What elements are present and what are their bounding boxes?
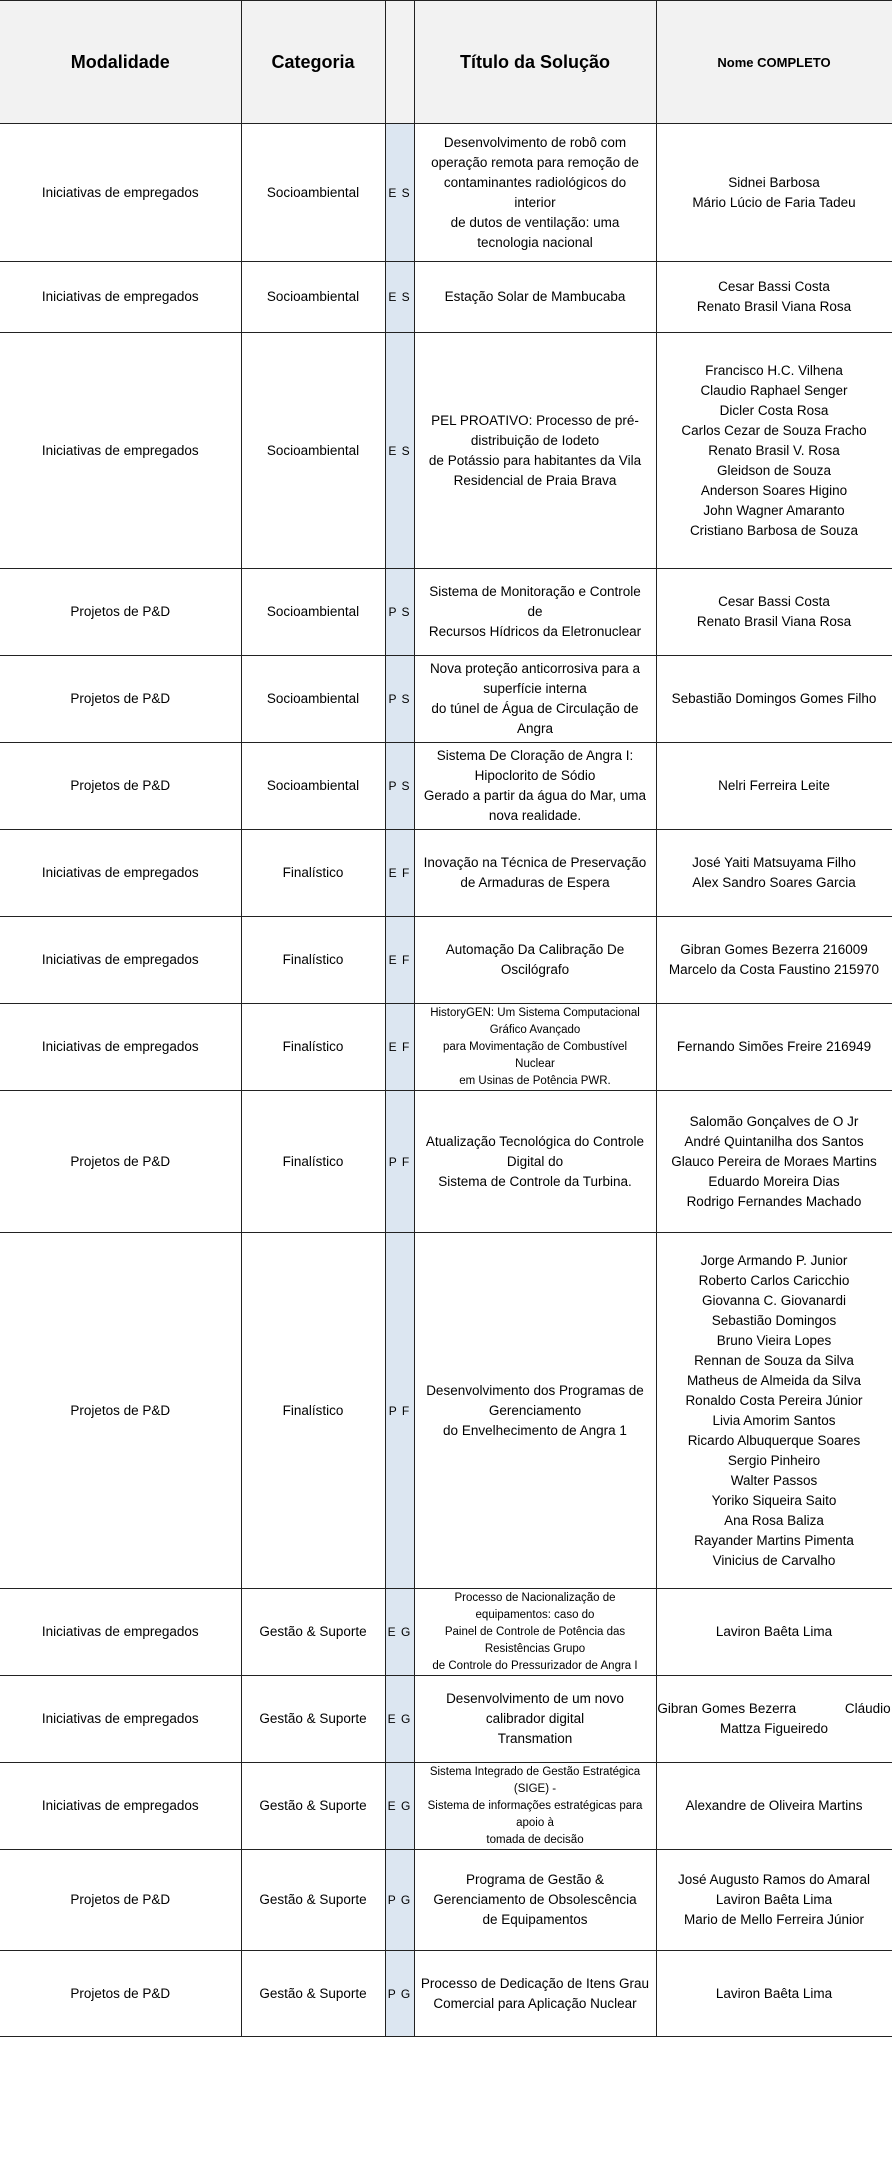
- titulo-line: Oscilógrafo: [500, 962, 570, 977]
- titulo-line: Nuclear: [515, 1057, 555, 1070]
- titulo-line: de Controle do Pressurizador de Angra I: [432, 1659, 638, 1672]
- cell-categoria: Finalístico: [241, 830, 385, 917]
- table-row: [0, 569, 892, 656]
- cell-code: E S: [385, 333, 414, 569]
- titulo-line: Nova proteção anticorrosiva para a: [429, 661, 641, 676]
- titulo-line: Estação Solar de Mambucaba: [444, 289, 626, 304]
- nome-line: Roberto Carlos Caricchio: [698, 1272, 850, 1288]
- cell-nomes: [656, 569, 892, 656]
- cell-modalidade: Projetos de P&D: [0, 1850, 241, 1951]
- nome-line: Ana Rosa Baliza: [724, 1512, 824, 1528]
- nome-line: Laviron Baêta Lima: [715, 1985, 833, 2001]
- cell-titulo: [414, 743, 656, 830]
- nome-line: Vinicius de Carvalho: [712, 1552, 836, 1568]
- titulo-line: Digital do: [506, 1153, 564, 1169]
- titulo-line: de Armaduras de Espera: [460, 875, 610, 890]
- nome-line: Matheus de Almeida da Silva: [686, 1372, 862, 1388]
- table-row: [0, 1676, 892, 1763]
- cell-categoria: Finalístico: [241, 1233, 385, 1589]
- titulo-line: Recursos Hídricos da Eletronuclear: [428, 624, 642, 639]
- cell-titulo: [414, 830, 656, 917]
- nome-line: Cristiano Barbosa de Souza: [689, 522, 859, 538]
- cell-code: P F: [385, 1091, 414, 1233]
- cell-modalidade: Projetos de P&D: [0, 569, 241, 656]
- cell-modalidade: Projetos de P&D: [0, 656, 241, 743]
- titulo-line: Processo de Dedicação de Itens Grau: [420, 1975, 650, 1991]
- titulo-line: Sistema De Cloração de Angra I:: [436, 748, 634, 763]
- titulo-line: Inovação na Técnica de Preservação: [423, 855, 647, 870]
- cell-categoria: Gestão & Suporte: [241, 1676, 385, 1763]
- table-row: [0, 1233, 892, 1589]
- titulo-line: distribuição de Iodeto: [470, 432, 600, 448]
- titulo-line: Hipoclorito de Sódio: [474, 768, 596, 783]
- nome-line: John Wagner Amaranto: [703, 502, 845, 518]
- cell-nomes: [656, 124, 892, 262]
- titulo-line: de Equipamentos: [482, 1912, 588, 1927]
- nome-line: Anderson Soares Higino: [700, 482, 848, 498]
- cell-categoria: Finalístico: [241, 1004, 385, 1091]
- cell-nomes: [656, 1763, 892, 1850]
- cell-titulo: [414, 917, 656, 1004]
- titulo-line: tecnologia nacional: [477, 234, 593, 250]
- cell-titulo: [414, 656, 656, 743]
- table-row: [0, 1850, 892, 1951]
- nome-line: Francisco H.C. Vilhena: [705, 362, 843, 378]
- titulo-line: Sistema Integrado de Gestão Estratégica: [429, 1765, 641, 1778]
- cell-categoria: Gestão & Suporte: [241, 1951, 385, 2037]
- titulo-line: Resistências Grupo: [484, 1642, 586, 1655]
- cell-code: E F: [385, 917, 414, 1004]
- titulo-line: do Envelhecimento de Angra 1: [443, 1422, 627, 1438]
- titulo-line: (SIGE) -: [513, 1782, 557, 1795]
- cell-titulo: [414, 262, 656, 333]
- titulo-line: Programa de Gestão &: [465, 1872, 605, 1887]
- cell-modalidade: Iniciativas de empregados: [0, 1676, 241, 1763]
- titulo-line: tomada de decisão: [486, 1833, 584, 1846]
- titulo-line: Comercial para Aplicação Nuclear: [433, 1995, 637, 2011]
- titulo-line: Sistema de informações estratégicas para: [427, 1799, 643, 1812]
- titulo-line: equipamentos: caso do: [475, 1608, 595, 1621]
- titulo-line: PEL PROATIVO: Processo de pré-: [431, 412, 639, 428]
- titulo-line: Desenvolvimento dos Programas de: [426, 1382, 644, 1398]
- titulo-line: do túnel de Água de Circulação de: [431, 701, 639, 716]
- cell-titulo: [414, 1091, 656, 1233]
- nome-line: Gleidson de Souza: [716, 462, 832, 478]
- cell-modalidade: Iniciativas de empregados: [0, 333, 241, 569]
- cell-nomes: [656, 917, 892, 1004]
- table-row: [0, 656, 892, 743]
- nome-line: Claudio Raphael Senger: [700, 382, 848, 398]
- nome-line: Cesar Bassi Costa: [718, 594, 830, 609]
- titulo-line: Angra: [516, 721, 554, 736]
- cell-nomes: [656, 333, 892, 569]
- cell-modalidade: Iniciativas de empregados: [0, 917, 241, 1004]
- cell-categoria: Socioambiental: [241, 569, 385, 656]
- cell-nomes: [656, 656, 892, 743]
- titulo-line: Gráfico Avançado: [489, 1023, 581, 1036]
- cell-titulo: [414, 333, 656, 569]
- titulo-line: em Usinas de Potência PWR.: [459, 1074, 611, 1087]
- cell-titulo: [414, 569, 656, 656]
- nome-line: Rennan de Souza da Silva: [694, 1352, 854, 1368]
- cell-nomes: [656, 1676, 892, 1763]
- nome-line: Giovanna C. Giovanardi: [701, 1292, 847, 1308]
- titulo-line: Desenvolvimento de robô com: [443, 134, 627, 150]
- cell-titulo: [414, 1850, 656, 1951]
- cell-code: P S: [385, 743, 414, 830]
- nome-line: Walter Passos: [730, 1472, 818, 1488]
- cell-code: E G: [385, 1763, 414, 1850]
- cell-titulo: [414, 1233, 656, 1589]
- cell-titulo: [414, 124, 656, 262]
- nome-line: André Quintanilha dos Santos: [684, 1133, 864, 1149]
- nome-line: Gibran Gomes Bezerra 216009: [680, 942, 868, 957]
- cell-nomes: [656, 262, 892, 333]
- nome-line: Dicler Costa Rosa: [719, 402, 829, 418]
- cell-titulo: [414, 1763, 656, 1850]
- table-row: [0, 917, 892, 1004]
- cell-modalidade: Projetos de P&D: [0, 1091, 241, 1233]
- header-code: [385, 1, 414, 124]
- nome-line: Laviron Baêta Lima: [715, 1624, 833, 1639]
- titulo-line: Residencial de Praia Brava: [453, 472, 617, 488]
- cell-code: E F: [385, 830, 414, 917]
- cell-categoria: Finalístico: [241, 917, 385, 1004]
- cell-categoria: Socioambiental: [241, 124, 385, 262]
- nome-line: Mario de Mello Ferreira Júnior: [683, 1912, 865, 1927]
- titulo-line: HistoryGEN: Um Sistema Computacional: [430, 1006, 640, 1019]
- cell-code: E G: [385, 1676, 414, 1763]
- nome-line: Ronaldo Costa Pereira Júnior: [685, 1392, 863, 1408]
- header-row: [0, 1, 892, 124]
- titulo-line: Automação Da Calibração De: [445, 942, 625, 957]
- cell-titulo: [414, 1589, 656, 1676]
- nome-line: Renato Brasil Viana Rosa: [696, 299, 852, 314]
- nome-line: Fernando Simões Freire 216949: [676, 1039, 872, 1054]
- nome-line: Sergio Pinheiro: [727, 1452, 821, 1468]
- cell-code: E S: [385, 124, 414, 262]
- cell-categoria: Socioambiental: [241, 333, 385, 569]
- cell-categoria: Gestão & Suporte: [241, 1850, 385, 1951]
- nome-line: Yoriko Siqueira Saito: [711, 1492, 837, 1508]
- cell-code: P G: [385, 1951, 414, 2037]
- titulo-line: de: [527, 604, 543, 619]
- table-row: [0, 333, 892, 569]
- cell-modalidade: Iniciativas de empregados: [0, 830, 241, 917]
- titulo-line: Gerenciamento: [488, 1402, 582, 1418]
- titulo-line: Atualização Tecnológica do Controle: [425, 1133, 645, 1149]
- titulo-line: de dutos de ventilação: uma: [450, 214, 620, 230]
- cell-modalidade: Iniciativas de empregados: [0, 262, 241, 333]
- cell-code: E S: [385, 262, 414, 333]
- cell-modalidade: Iniciativas de empregados: [0, 1763, 241, 1850]
- titulo-line: para Movimentação de Combustível: [442, 1040, 628, 1053]
- nome-line: Sebastião Domingos Gomes Filho: [671, 691, 877, 706]
- titulo-line: Gerado a partir da água do Mar, uma: [423, 788, 647, 803]
- cell-modalidade: Projetos de P&D: [0, 1951, 241, 2037]
- nome-line: Rodrigo Fernandes Machado: [686, 1193, 862, 1209]
- titulo-line: nova realidade.: [488, 808, 582, 823]
- cell-titulo: [414, 1951, 656, 2037]
- cell-categoria: Gestão & Suporte: [241, 1589, 385, 1676]
- titulo-line: interior: [514, 194, 556, 210]
- nome-line: Gibran Gomes Bezerra Cláudio: [657, 1701, 891, 1716]
- titulo-line: Sistema de Monitoração e Controle: [429, 584, 641, 599]
- nome-line: Cesar Bassi Costa: [718, 279, 830, 294]
- nome-line: Renato Brasil V. Rosa: [708, 442, 840, 458]
- cell-nomes: [656, 830, 892, 917]
- cell-titulo: [414, 1004, 656, 1091]
- nome-line: Ricardo Albuquerque Soares: [687, 1432, 861, 1448]
- nome-line: José Yaiti Matsuyama Filho: [692, 855, 856, 870]
- nome-line: Salomão Gonçalves de O Jr: [689, 1113, 859, 1129]
- nome-line: Bruno Vieira Lopes: [716, 1332, 832, 1348]
- nome-line: Livia Amorim Santos: [712, 1412, 836, 1428]
- nome-line: Glauco Pereira de Moraes Martins: [671, 1153, 877, 1169]
- header-nome: Nome COMPLETO: [656, 1, 892, 124]
- cell-categoria: Gestão & Suporte: [241, 1763, 385, 1850]
- nome-line: Marcelo da Costa Faustino 215970: [668, 962, 880, 977]
- titulo-line: apoio à: [516, 1816, 554, 1829]
- nome-line: Eduardo Moreira Dias: [708, 1173, 840, 1189]
- titulo-line: operação remota para remoção de: [431, 154, 639, 170]
- cell-categoria: Socioambiental: [241, 743, 385, 830]
- cell-categoria: Finalístico: [241, 1091, 385, 1233]
- cell-modalidade: Iniciativas de empregados: [0, 1589, 241, 1676]
- cell-modalidade: Iniciativas de empregados: [0, 124, 241, 262]
- cell-nomes: [656, 1091, 892, 1233]
- header-modalidade: Modalidade: [0, 1, 241, 124]
- cell-code: E F: [385, 1004, 414, 1091]
- cell-code: P S: [385, 656, 414, 743]
- cell-nomes: [656, 1850, 892, 1951]
- cell-code: P F: [385, 1233, 414, 1589]
- titulo-line: superfície interna: [483, 681, 587, 696]
- nome-line: Sidnei Barbosa: [728, 174, 820, 190]
- table-row: [0, 124, 892, 262]
- table-row: [0, 1763, 892, 1850]
- table-row: [0, 1004, 892, 1091]
- nome-line: Nelri Ferreira Leite: [718, 778, 830, 793]
- header-categoria: Categoria: [241, 1, 385, 124]
- nome-line: Laviron Baêta Lima: [715, 1892, 833, 1907]
- titulo-line: Desenvolvimento de um novo: [446, 1691, 624, 1706]
- table-row: [0, 830, 892, 917]
- nome-line: Jorge Armando P. Junior: [700, 1252, 848, 1268]
- table-row: [0, 743, 892, 830]
- nome-line: Sebastião Domingos: [711, 1312, 837, 1328]
- titulo-line: contaminantes radiológicos do: [443, 174, 627, 190]
- nome-line: Mário Lúcio de Faria Tadeu: [692, 194, 856, 210]
- cell-categoria: Socioambiental: [241, 262, 385, 333]
- cell-nomes: [656, 743, 892, 830]
- titulo-line: calibrador digital: [485, 1711, 585, 1726]
- titulo-line: Processo de Nacionalização de: [454, 1591, 616, 1604]
- titulo-line: de Potássio para habitantes da Vila: [428, 452, 642, 468]
- table-row: [0, 1951, 892, 2037]
- cell-nomes: [656, 1233, 892, 1589]
- cell-modalidade: Projetos de P&D: [0, 743, 241, 830]
- cell-nomes: [656, 1589, 892, 1676]
- titulo-line: Gerenciamento de Obsolescência: [433, 1892, 637, 1907]
- cell-modalidade: Projetos de P&D: [0, 1233, 241, 1589]
- table-row: [0, 1589, 892, 1676]
- cell-titulo: [414, 1676, 656, 1763]
- nome-line: José Augusto Ramos do Amaral: [677, 1872, 871, 1887]
- table-row: [0, 1091, 892, 1233]
- titulo-line: Sistema de Controle da Turbina.: [438, 1173, 632, 1189]
- cell-nomes: [656, 1004, 892, 1091]
- nome-line: Alexandre de Oliveira Martins: [685, 1798, 863, 1813]
- nome-line: Mattza Figueiredo: [719, 1721, 829, 1736]
- cell-nomes: [656, 1951, 892, 2037]
- header-titulo: Título da Solução: [414, 1, 656, 124]
- nome-line: Carlos Cezar de Souza Fracho: [681, 422, 867, 438]
- titulo-line: Transmation: [497, 1731, 573, 1746]
- cell-code: P G: [385, 1850, 414, 1951]
- nome-line: Renato Brasil Viana Rosa: [696, 614, 852, 629]
- cell-code: E G: [385, 1589, 414, 1676]
- nome-line: Alex Sandro Soares Garcia: [692, 875, 856, 890]
- table-body: [0, 124, 892, 2037]
- table-row: [0, 262, 892, 333]
- cell-code: P S: [385, 569, 414, 656]
- cell-categoria: Socioambiental: [241, 656, 385, 743]
- cell-modalidade: Iniciativas de empregados: [0, 1004, 241, 1091]
- titulo-line: Painel de Controle de Potência das: [444, 1625, 626, 1638]
- nome-line: Rayander Martins Pimenta: [694, 1532, 854, 1548]
